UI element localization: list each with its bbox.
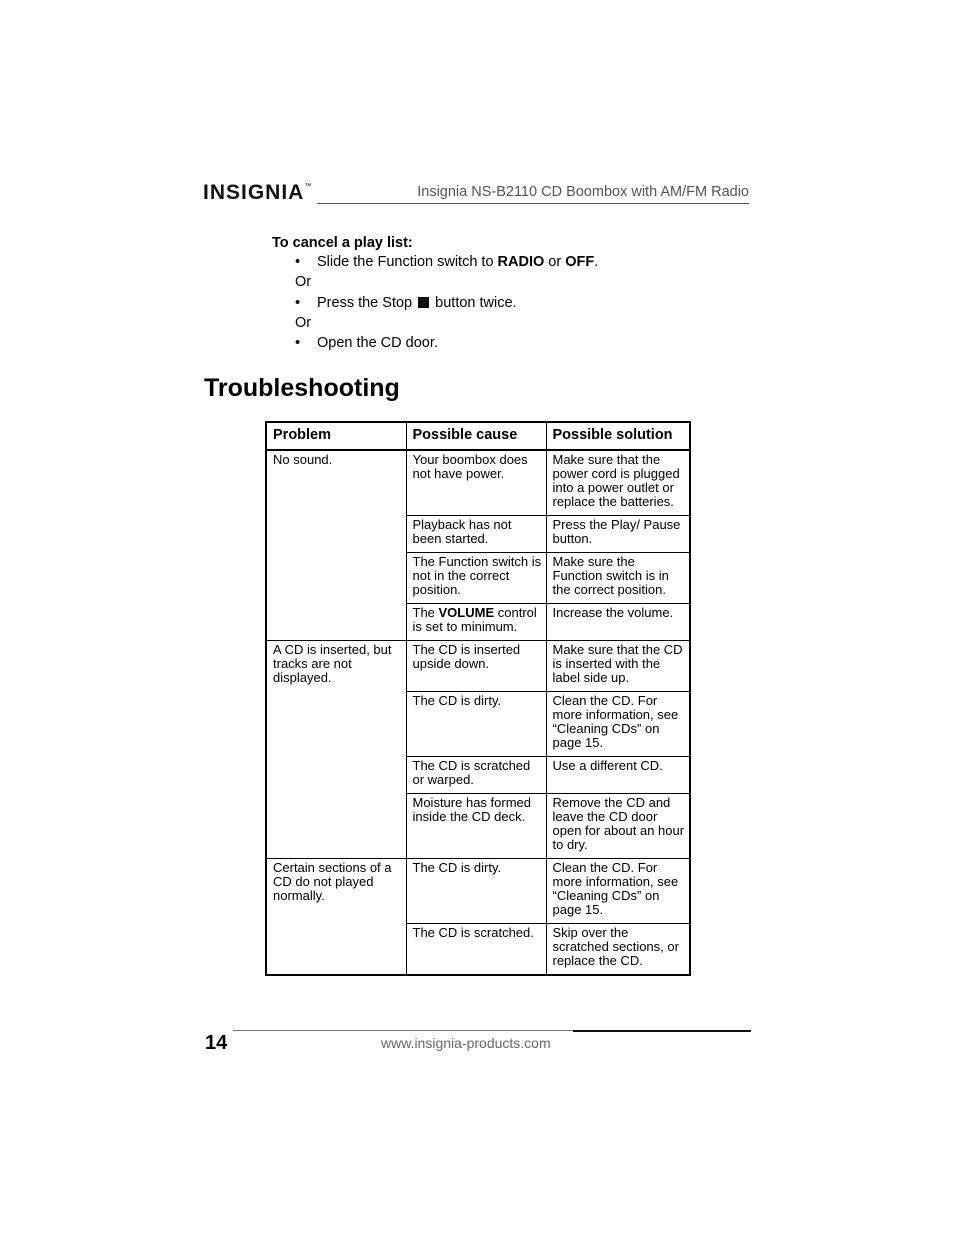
volume-keyword: VOLUME: [438, 605, 495, 620]
solution-cell: Clean the CD. For more information, see “Cleaning CDs” on page 15.: [546, 859, 690, 924]
item-text-pre: Press the Stop: [317, 295, 417, 311]
footer-url: www.insignia-products.com: [381, 1035, 551, 1051]
problem-cell: No sound.: [266, 450, 406, 641]
cause-cell: [406, 604, 546, 641]
cause-text-post: control is set to minimum.: [412, 605, 537, 634]
column-header-problem: Problem: [266, 422, 406, 450]
item-text-mid: or: [544, 254, 566, 270]
radio-keyword: RADIO: [497, 254, 545, 270]
cause-cell: The Function switch is not in the correct position.: [406, 553, 546, 604]
trademark-mark: ™: [304, 183, 313, 190]
cause-cell: The CD is dirty.: [406, 859, 546, 924]
or-separator: Or: [295, 315, 312, 331]
bullet-glyph: •: [295, 335, 301, 351]
solution-cell: Skip over the scratched sections, or replace the CD.: [546, 924, 690, 976]
solution-cell: Increase the volume.: [546, 604, 690, 641]
bullet-item-function-switch: [295, 254, 598, 270]
cause-cell: The CD is scratched.: [406, 924, 546, 976]
logo-text: INSIGNIA: [203, 181, 305, 204]
solution-cell: Make sure that the power cord is plugged into a power outlet or replace the batteries.: [546, 450, 690, 516]
item-text-pre: Slide the Function switch to: [317, 254, 498, 270]
cause-cell: Moisture has formed inside the CD deck.: [406, 794, 546, 859]
bullet-glyph: •: [295, 254, 301, 270]
table-row: [266, 859, 690, 924]
problem-cell: Certain sections of a CD do not played normally.: [266, 859, 406, 976]
troubleshooting-table: [265, 421, 691, 976]
off-keyword: OFF: [565, 254, 595, 270]
cause-cell: The CD is dirty.: [406, 692, 546, 757]
solution-cell: Remove the CD and leave the CD door open for about an hour to dry.: [546, 794, 690, 859]
solution-cell: Press the Play/ Pause button.: [546, 516, 690, 553]
item-text: Open the CD door.: [317, 335, 438, 351]
table-row: [266, 450, 690, 516]
bullet-item-cd-door: [295, 335, 438, 351]
solution-cell: Use a different CD.: [546, 757, 690, 794]
or-separator: Or: [295, 274, 312, 290]
bullet-item-stop-button: [295, 295, 517, 311]
column-header-solution: Possible solution: [546, 422, 690, 450]
solution-cell: Clean the CD. For more information, see “Cleaning CDs” on page 15.: [546, 692, 690, 757]
solution-cell: Make sure that the CD is inserted with the label side up.: [546, 641, 690, 692]
troubleshooting-heading: Troubleshooting: [204, 374, 400, 402]
stop-icon: [418, 297, 429, 308]
cause-text-pre: The: [412, 605, 439, 620]
cause-cell: The CD is inserted upside down.: [406, 641, 546, 692]
column-header-cause: Possible cause: [406, 422, 546, 450]
table-header-row: [266, 422, 690, 450]
cancel-playlist-heading: To cancel a play list:: [272, 235, 413, 251]
bullet-glyph: •: [295, 295, 301, 311]
page-number: 14: [205, 1032, 228, 1054]
cause-cell: Your boombox does not have power.: [406, 450, 546, 516]
header-rule: [317, 203, 749, 204]
table-row: [266, 641, 690, 692]
insignia-logo: [203, 181, 312, 205]
cause-cell: The CD is scratched or warped.: [406, 757, 546, 794]
header-title: Insignia NS-B2110 CD Boombox with AM/FM Radio: [417, 184, 749, 200]
problem-cell: A CD is inserted, but tracks are not displayed.: [266, 641, 406, 859]
footer-rule-accent: [573, 1030, 751, 1032]
solution-cell: Make sure the Function switch is in the correct position.: [546, 553, 690, 604]
item-text-post: .: [594, 254, 599, 270]
item-text-post: button twice.: [431, 295, 517, 311]
footer-rule: [233, 1030, 573, 1031]
cause-cell: Playback has not been started.: [406, 516, 546, 553]
